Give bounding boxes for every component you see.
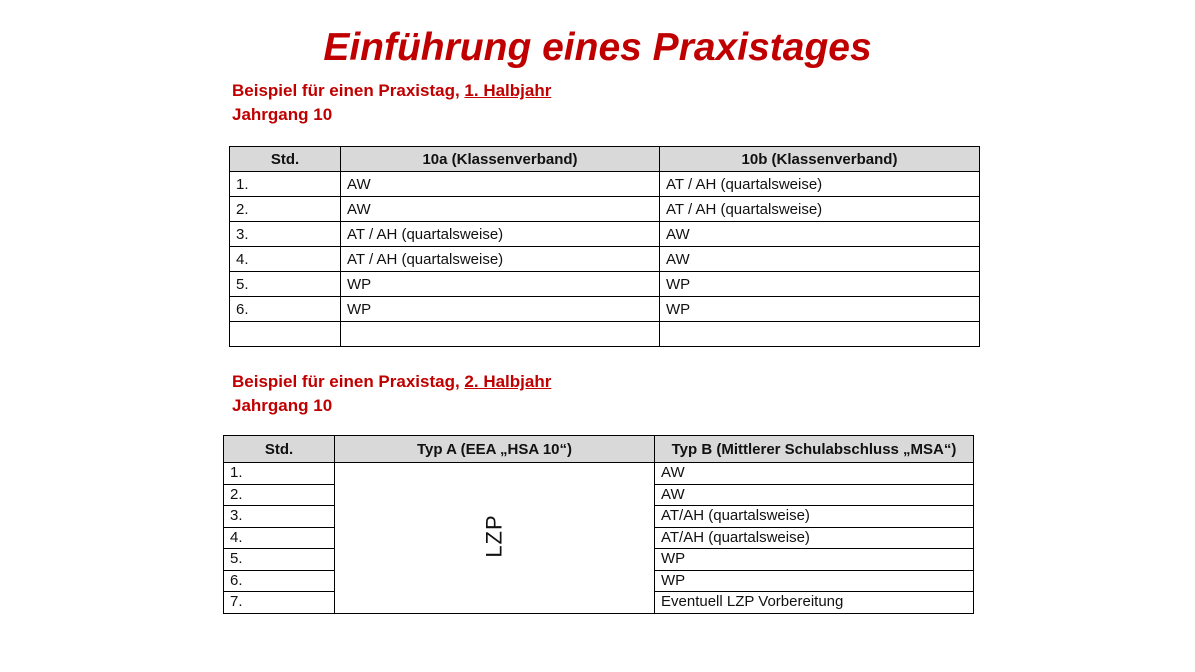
column-header-10a: 10a (Klassenverband): [341, 147, 660, 172]
table-row: [230, 272, 980, 297]
section2-subheading: Jahrgang 10: [232, 396, 333, 415]
table-row: [230, 222, 980, 247]
table-row: [224, 463, 974, 485]
type-b-cell: AW: [655, 463, 974, 485]
page-title: Einführung eines Praxistages: [323, 26, 872, 69]
column-header-type-a: Typ A (EEA „HSA 10“): [335, 436, 655, 463]
class-10a-cell: [341, 322, 660, 347]
table-row: [230, 322, 980, 347]
table-header-row: [224, 436, 974, 463]
class-10a-cell: AW: [341, 197, 660, 222]
period-cell: 1.: [224, 463, 335, 485]
period-cell: 2.: [224, 484, 335, 506]
column-header-period: Std.: [224, 436, 335, 463]
class-10b-cell: AT / AH (quartalsweise): [660, 172, 980, 197]
column-header-10b: 10b (Klassenverband): [660, 147, 980, 172]
class-10b-cell: WP: [660, 272, 980, 297]
section1-heading-term: 1. Halbjahr: [464, 81, 552, 100]
schedule-table-second-half: [223, 435, 974, 614]
class-10b-cell: AW: [660, 222, 980, 247]
type-b-cell: AW: [655, 484, 974, 506]
type-b-cell: WP: [655, 549, 974, 571]
section1-subheading: Jahrgang 10: [232, 105, 333, 124]
class-10a-cell: WP: [341, 272, 660, 297]
table-row: [230, 247, 980, 272]
table-row: [230, 297, 980, 322]
class-10b-cell: WP: [660, 297, 980, 322]
type-b-cell: WP: [655, 570, 974, 592]
section2-heading: [232, 370, 551, 393]
class-10a-cell: WP: [341, 297, 660, 322]
class-10a-cell: AW: [341, 172, 660, 197]
schedule-table-first-half: [229, 146, 980, 347]
type-a-merged-cell: [335, 463, 655, 614]
period-cell: 2.: [230, 197, 341, 222]
type-b-cell: Eventuell LZP Vorbereitung: [655, 592, 974, 614]
period-cell: 7.: [224, 592, 335, 614]
table-row: [230, 172, 980, 197]
class-10b-cell: [660, 322, 980, 347]
column-header-type-b: Typ B (Mittlerer Schulabschluss „MSA“): [655, 436, 974, 463]
period-cell: 5.: [230, 272, 341, 297]
period-cell: 6.: [224, 570, 335, 592]
type-b-cell: AT/AH (quartalsweise): [655, 506, 974, 528]
period-cell: [230, 322, 341, 347]
class-10a-cell: AT / AH (quartalsweise): [341, 247, 660, 272]
type-b-cell: AT/AH (quartalsweise): [655, 527, 974, 549]
section1-heading-prefix: Beispiel für einen Praxistag,: [232, 81, 465, 100]
section2-heading-prefix: Beispiel für einen Praxistag,: [232, 372, 465, 391]
period-cell: 1.: [230, 172, 341, 197]
period-cell: 5.: [224, 549, 335, 571]
section1-heading: [232, 79, 551, 102]
class-10b-cell: AT / AH (quartalsweise): [660, 197, 980, 222]
table-header-row: [230, 147, 980, 172]
section2-heading-term: 2. Halbjahr: [464, 372, 552, 391]
period-cell: 6.: [230, 297, 341, 322]
period-cell: 4.: [224, 527, 335, 549]
period-cell: 3.: [230, 222, 341, 247]
lzp-label: LZP: [481, 514, 507, 558]
column-header-period: Std.: [230, 147, 341, 172]
class-10b-cell: AW: [660, 247, 980, 272]
table-row: [230, 197, 980, 222]
class-10a-cell: AT / AH (quartalsweise): [341, 222, 660, 247]
period-cell: 3.: [224, 506, 335, 528]
period-cell: 4.: [230, 247, 341, 272]
